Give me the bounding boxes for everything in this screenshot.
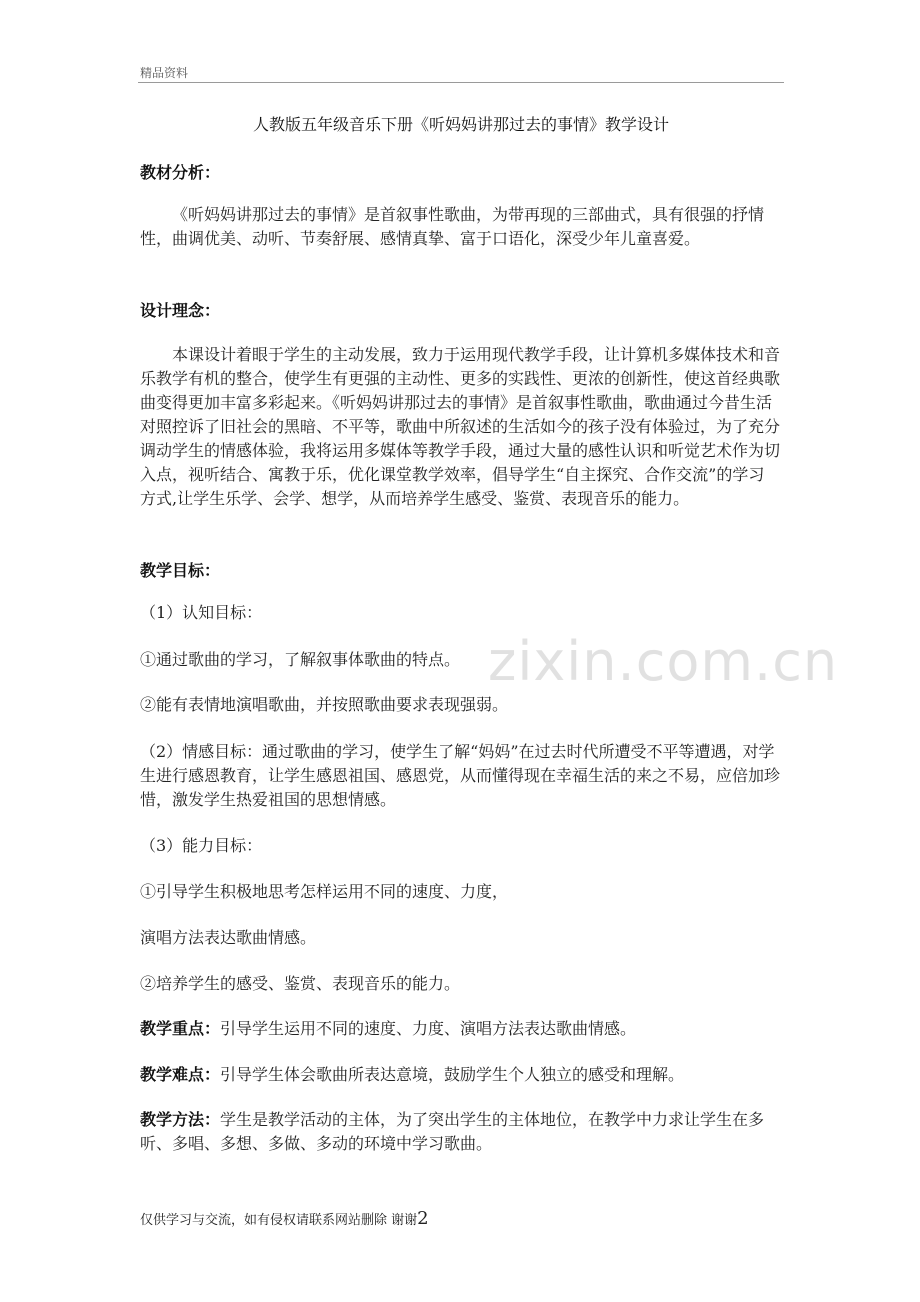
goal-cognitive-heading: （1）认知目标：: [140, 603, 263, 622]
goal-cognitive-item-1: ①通过歌曲的学习，了解叙事体歌曲的特点。: [140, 650, 461, 669]
header-label: 精品资料: [140, 66, 189, 80]
section-heading-concept: 设计理念：: [140, 301, 221, 320]
section-heading-material: 教材分析：: [140, 163, 221, 182]
paragraph-material: 《听妈妈讲那过去的事情》是首叙事性歌曲，为带再现的三部曲式，具有很强的抒情性，曲调优美、动听、节奏舒展、感情真挚、富于口语化，深受少年儿童喜爱。: [140, 205, 765, 248]
document-title: 人教版五年级音乐下册《听妈妈讲那过去的事情》教学设计: [252, 115, 669, 134]
goal-cognitive-item-2: ②能有表情地演唱歌曲，并按照歌曲要求表现强弱。: [140, 695, 509, 714]
method-paragraph: [140, 1108, 780, 1156]
goal-ability-item-1-continued: 演唱方法表达歌曲情感。: [140, 928, 317, 947]
goal-emotional-paragraph: （2）情感目标：通过歌曲的学习，使学生了解“妈妈”在过去时代所遭受不平等遭遇，对学生进行感恩教育，让学生感恩祖国、感恩党，从而懂得现在幸福生活的来之不易，应倍加珍惜，激发学生热爱祖国的思想情感。: [140, 742, 781, 809]
page-number: 2: [417, 1208, 429, 1229]
method-label: 教学方法：: [140, 1110, 221, 1129]
key-point-label: 教学重点：: [140, 1019, 221, 1038]
watermark-text: zixin.com.cn: [488, 630, 839, 693]
difficulty-line: [140, 1063, 684, 1087]
header-rule: [138, 82, 784, 83]
key-point-line: [140, 1017, 636, 1041]
goal-ability-item-2: ②培养学生的感受、鉴赏、表现音乐的能力。: [140, 974, 461, 993]
footer-text: 仅供学习与交流，如有侵权请联系网站删除 谢谢: [140, 1213, 418, 1228]
paragraph-concept: 本课设计着眼于学生的主动发展，致力于运用现代教学手段，让计算机多媒体技术和音乐教学有机的整合，使学生有更强的主动性、更多的实践性、更浓的创新性，使这首经典歌曲变得更加丰富多彩起来。《听妈妈讲那过去的事情》是首叙事性歌曲，歌曲通过今昔生活对照控诉了旧社会的黑暗、不平等，歌曲中所叙述的生活如今的孩子没有体验过，为了充分调动学生的情感体验，我将运用多媒体等教学手段，通过大量的感性认识和听觉艺术作为切入点，视听结合、寓教于乐，优化课堂教学效率，倡导学生“自主探究、合作交流”的学习方式,让学生乐学、会学、想学，从而培养学生感受、鉴赏、表现音乐的能力。: [140, 345, 781, 508]
footer: [140, 1208, 429, 1229]
difficulty-label: 教学难点：: [140, 1065, 221, 1084]
goal-ability-item-1: ①引导学生积极地思考怎样运用不同的速度、力度，: [140, 882, 509, 901]
difficulty-text: 引导学生体会歌曲所表达意境，鼓励学生个人独立的感受和理解。: [220, 1065, 685, 1084]
goal-ability-heading: （3）能力目标：: [140, 836, 263, 855]
method-text: 学生是教学活动的主体，为了突出学生的主体地位，在教学中力求让学生在多听、多唱、多想、多做、多动的环境中学习歌曲。: [140, 1110, 765, 1153]
key-point-text: 引导学生运用不同的速度、力度、演唱方法表达歌曲情感。: [220, 1019, 637, 1038]
section-heading-goals: 教学目标：: [140, 561, 221, 580]
